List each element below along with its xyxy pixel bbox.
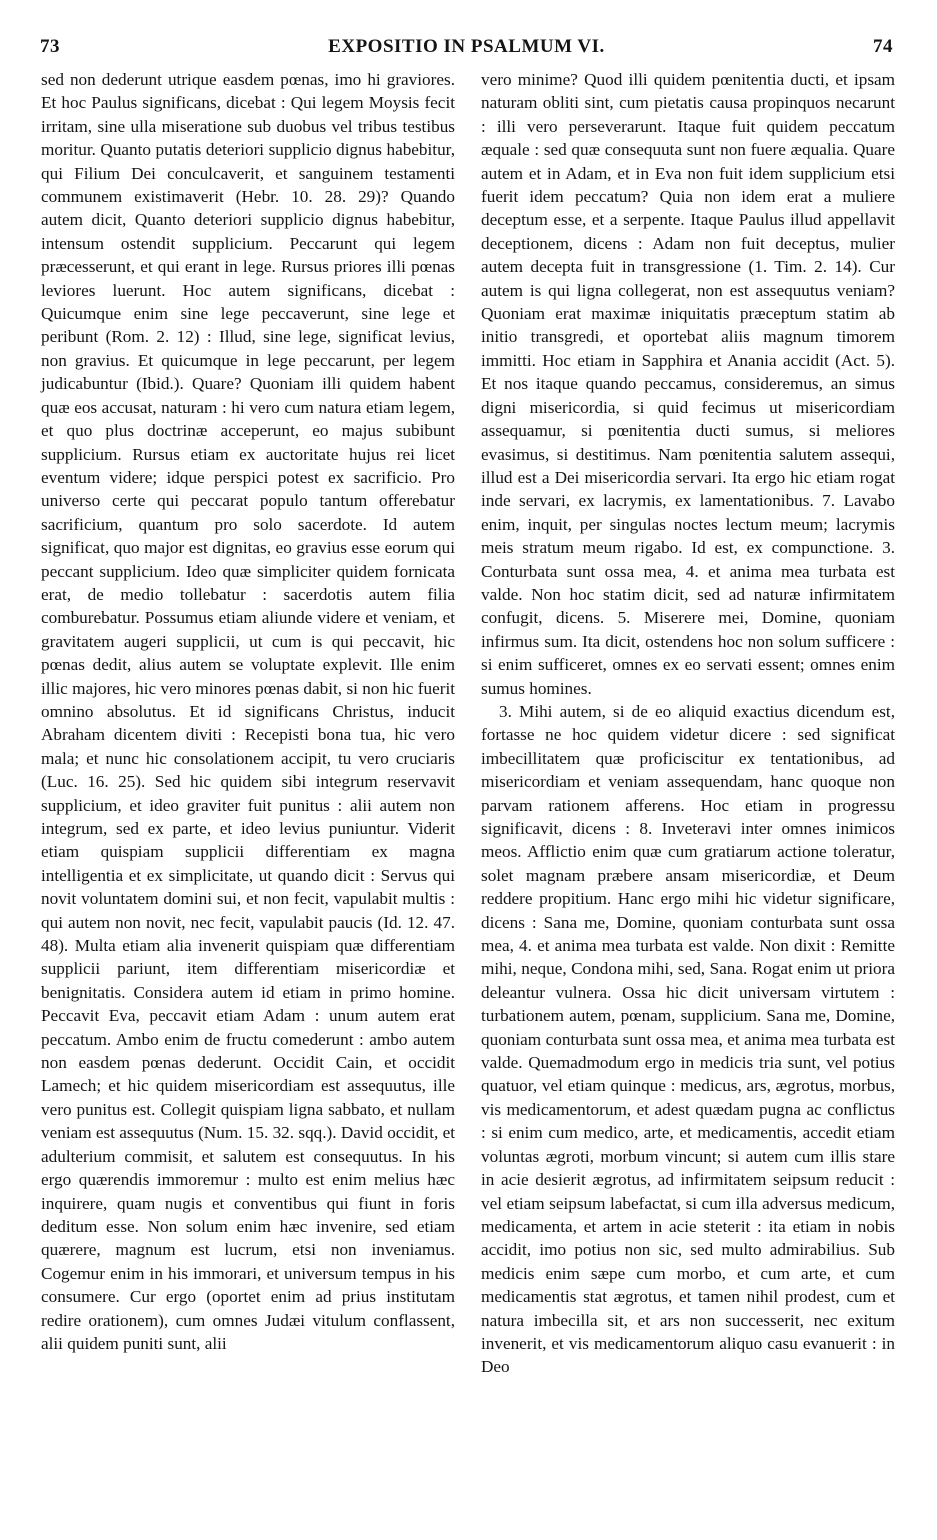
page-number-right: 74 (873, 36, 893, 57)
right-paragraph-1: vero minime? Quod illi quidem pœnitentia ducti, et ipsam naturam obliti sint, cum pietatis causa propinquos necarunt : illi vero perseverarunt. Itaque fuit quidem peccatum æquale : sed quæ consequuta sunt non fuere æqualia. Quare autem et in Adam, et in Eva non fuit idem supplicium etsi fuerit idem peccatum? Quia non idem erat a muliere deceptum esse, et a serpente. Itaque Paulus illud appellavit deceptionem, dicens : Adam non fuit deceptus, mulier autem decepta fuit in transgressione (1. Tim. 2. 14). Cur autem is qui ligna collegerat, non est assequutus veniam? Quoniam erat maximæ iniquitatis præceptum statim ab initio transgredi, et oportebat aliis magnum timorem immitti. Hoc etiam in Sapphira et Anania accidit (Act. 5). Et nos itaque quando peccamus, consideremus, an simus digni misericordia, si quid fecimus ut misericordiam assequamur, si pœnitentia ducti sumus, si meliores evasimus, si destitimus. Nam pœnitentia salutem assequi, illud est a Dei misericordia servari. Ita ergo hic etiam rogat inde servari, ex lacrymis, ex lamentationibus. 7. Lavabo enim, inquit, per singulas noctes lectum meum; lacrymis meis stratum meum rigabo. Id est, ex compunctione. 3. Conturbata sunt ossa mea, 4. et anima mea turbata est valde. Non hoc statim dicit, sed ad naturæ infirmitatem confugit, dicens. 5. Miserere mei, Domine, quoniam infirmus sum. Ita dicit, ostendens hoc non solum sufficere : si enim sufficeret, omnes ex eo servati essent; omnes enim sumus homines. (481, 70, 895, 698)
running-title: EXPOSITIO IN PSALMUM VI. (328, 36, 605, 57)
running-head (40, 36, 893, 62)
left-column-text: sed non dederunt utrique easdem pœnas, imo hi graviores. Et hoc Paulus significans, dicebat : Qui legem Moysis fecit irritam, sine ulla miseratione sub duobus vel tribus testibus moritur. Quanto putatis deteriori supplicio dignus habebitur, qui Filium Dei conculcaverit, et sanguinem testamenti communem existimaverit (Hebr. 10. 28. 29)? Quando autem dicit, Quanto deteriori supplicio dignus habebitur, intensum ostendit supplicium. Peccarunt qui legem præcesserunt, et qui erant in lege. Rursus priores illi pœnas leviores luerunt. Hoc autem significans, dicebat : Quicumque enim sine lege peccaverunt, sine lege et peribunt (Rom. 2. 12) : Illud, sine lege, significat levius, non gravius. Et quicumque in lege peccarunt, per legem judicabuntur (Ibid.). Quare? Quoniam illi quidem habent quæ eos accusat, naturam : hi vero cum natura etiam legem, et quo plus doctrinæ acceperunt, eo majus subibunt supplicium. Rursus etiam ex auctoritate hujus rei licet eventum videre; idque perspici potest ex sacrificio. Pro universo certe qui peccarat populo tantum offerebatur sacrificium, quantum pro solo sacerdote. Id autem significat, quo major est dignitas, eo gravius esse eorum qui peccant supplicium. Ideo quæ simpliciter quidem fornicata erat, de medio tollebatur : sacerdotis autem filia comburebatur. Possumus etiam aliunde videre et veniam, et gravitatem augeri supplicii, ut cum is qui peccavit, hic pœnas dedit, alius autem se voluptate explevit. Ille enim illic majores, hic vero minores pœnas dabit, si non hic fuerit omnino absolutus. Et id significans Christus, inducit Abraham dicentem diviti : Recepisti bona tua, hic vero mala; et nunc hic consolationem accipit, tu vero cruciaris (Luc. 16. 25). Sed hic quidem sibi integrum reservavit supplicium, et ideo graviter fuit punitus : alii autem non integrum, sed ex parte, et ideo levius puniuntur. Viderit etiam quispiam supplicii differentiam ex magna intelligentia et ex simplicitate, ut quando dicit : Servus qui novit voluntatem domini sui, et non fecit, vapulabit multis : qui autem non novit, nec fecit, vapulabit paucis (Id. 12. 47. 48). Multa etiam alia invenerit quispiam quæ differentiam supplicii pariunt, item differentiam misericordiæ et benignitatis. Considera autem id etiam in primo homine. Peccavit Eva, peccavit etiam Adam : unum autem erat peccatum. Ambo enim de fructu comederunt : ambo autem non easdem pœnas dederunt. Occidit Cain, et occidit Lamech; et hic quidem misericordiam est assequutus, ille vero punitus est. Collegit quispiam ligna sabbato, et nullam veniam est assequutus (Num. 15. 32. sqq.). David occidit, et adulterium commisit, et salutem est consequutus. In his ergo quærendis immoremur : multo est enim melius hæc inquirere, quam nugis et conventibus qui fiunt in foris deditum esse. Non solum enim hæc invenire, sed etiam quærere, magnum est lucrum, etsi non inveniamus. Cogemur enim in his immorari, et universum tempus in his consumere. Cur ergo (oportet enim ad prius institutam redire orationem), cum omnes Judæi vitulum conflassent, alii quidem puniti sunt, alii (41, 70, 455, 1353)
page-number-left: 73 (40, 36, 60, 57)
right-paragraph-2: 3. Mihi autem, si de eo aliquid exactius dicendum est, fortasse ne hoc quidem videtur dicere : sed significat imbecillitatem quæ proficiscitur ex tentationibus, ad misericordiam et veniam assequendam, hanc quoque non parvam rationem afferens. Hoc etiam in progressu significavit, dicens : 8. Inveteravi inter omnes inimicos meos. Afflictio enim quæ cum gratiarum actione toleratur, solet magnam præbere ansam misericordiæ, et Deum reddere propitium. Hanc ergo mihi hic videtur significare, dicens : Sana me, Domine, quoniam conturbata sunt ossa mea, 4. et anima mea turbata est valde. Non dixit : Remitte mihi, neque, Condona mihi, sed, Sana. Rogat enim ut priora deleantur vulnera. Ossa hic dicit universam virtutem : turbationem autem, pœnam, supplicium. Sana me, Domine, quoniam conturbata sunt ossa mea, et anima mea turbata est valde. Quemadmodum ergo in medicis tria sunt, vel potius quatuor, vel etiam quinque : medicus, ars, ægrotus, morbus, vis medicamentorum, et adest quædam pugna ac conflictus : si enim cum medico, arte, et medicamentis, accedit etiam voluntas ægroti, morbum vincunt; si autem cum illis stare in acie desierit ægrotus, ad infirmitatem seipsum reducit : vel etiam seipsum labefactat, si cum illa adversus medicum, medicamenta, et artem in acie steterit : ita etiam in nobis accidit, imo potius non sic, sed multo admirabilius. Sub medicis enim sæpe cum morbo, et cum arte, et cum medicamentis stat ægrotus, et tamen nihil prodest, cum et natura imbecilla sit, et ars non successerit, nec exitum invenerit, et vis medicamentorum aliquo casu evanuerit : in Deo (481, 701, 895, 1377)
right-column (481, 68, 895, 1379)
left-column (41, 68, 455, 1355)
